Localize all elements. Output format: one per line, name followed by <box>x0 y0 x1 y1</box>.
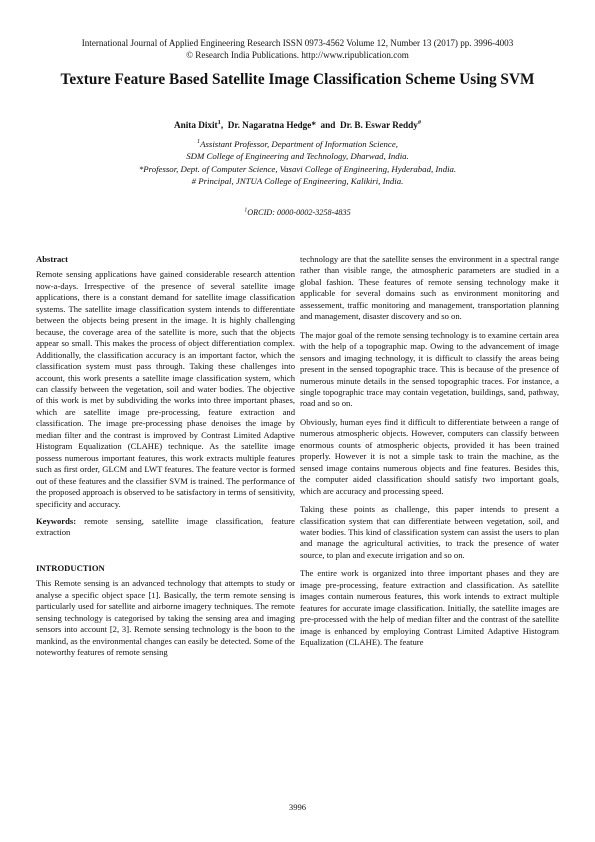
affiliation-line: *Professor, Dept. of Computer Science, Vasavi College of Engineering, Hyderabad, India. <box>138 163 457 174</box>
affiliations <box>0 138 595 188</box>
right-column <box>300 254 559 649</box>
orcid-text: ORCID: 0000-0002-3258-4835 <box>247 208 351 217</box>
affiliation-text: Assistant Professor, Department of Information Science, <box>200 139 398 149</box>
keywords-text: remote sensing, satellite image classification, feature extraction <box>36 515 295 538</box>
author-name: Dr. B. Eswar Reddy <box>339 120 418 130</box>
paper-title: Texture Feature Based Satellite Image Classification Scheme Using SVM <box>60 71 535 88</box>
page-number: 3996 <box>288 802 307 812</box>
author-superscript: # <box>417 118 422 126</box>
body-paragraph: The major goal of the remote sensing technology is to examine certain area with the help of a topographic map. Owing to the advancement of image sensors and imaging technology, it is difficult to classify the areas being present in the sensed topographic trace. This is because of the presence of numerous minute details in the sensed topographic traces. For instance, a single topographic trace may contain vegetation, buildings, sand, pathway, road and so on. <box>300 329 559 409</box>
orcid-superscript: 1 <box>244 207 248 214</box>
publisher-line: © Research India Publications. http://www.ripublication.com <box>186 50 409 60</box>
author-name: Anita Dixit <box>173 120 218 130</box>
abstract-body: Remote sensing applications have gained considerable research attention now-a-days. Irrespective of the presence of several satellite image applications, there is a constant demand for satellite image classification systems. The satellite image classification system intends to differentiate between the objects being present in the image. It is highly challenging because, the coverage area of the satellite is more, such that the objects appear so small. This makes the process of object differentiation complex. Additionally, the classification accuracy is an important factor, which the classification system must pass through. Taking these challenges into account, this work presents a satellite image classification system, which can classify between the vegetation, soil and water bodies. The objective of this work is met by subdividing the works into three important phases, which are satellite image pre-processing, feature extraction and classification. The image pre-processing phase denoises the image by median filter and the contrast is improved by Contrast Limited Adaptive Histogram Equalization (CLAHE) technique. As the satellite image possess numerous important features, this work extracts multiple features such as first order, GLCM and LWT features. The feature vector is formed out of these features and the classifier SVM is trained. The performance of the proposed approach is observed to be satisfactory in terms of sensitivity, specificity and accuracy. <box>36 269 295 509</box>
journal-citation: International Journal of Applied Engineering Research ISSN 0973-4562 Volume 12, Number 13 (2017) pp. 3996-4003 <box>81 38 514 48</box>
author-superscript: 1 <box>217 118 221 126</box>
orcid-line <box>0 207 595 219</box>
journal-header <box>0 37 595 61</box>
affiliation-line <box>0 138 595 150</box>
introduction-heading: INTRODUCTION <box>36 562 105 573</box>
body-paragraph: technology are that the satellite senses the environment in a spectral range rather than visible range, the atmospheric parameters are studied in a global fashion. These features of remote sensing technology make it applicable for several domains such as environment monitoring and assessement, traffic monitoring and management, transportation planning and management, disaster discovery and so on. <box>300 254 559 322</box>
author-name: Dr. Nagaratna Hedge* <box>227 120 316 130</box>
abstract-heading: Abstract <box>36 254 68 264</box>
keywords-label: Keywords: <box>36 515 77 526</box>
body-paragraph: Obviously, human eyes find it difficult to differentiate between a range of numerous atmospheric objects. However, computers can classify between enormous counts of atmospheric objects, provided it has been trained properly. However it is not a simple task to train the machine, as the sensed image contains numerous objects and fine features. Besides this, the computer aided classification should satisfy two important goals, which are accuracy and processing speed. <box>300 416 559 496</box>
affiliation-line: SDM College of Engineering and Technology, Dharwad, India. <box>186 151 409 162</box>
affiliation-superscript: 1 <box>197 139 201 146</box>
left-column <box>36 254 295 659</box>
keywords-line <box>36 516 295 539</box>
author-separator: and <box>315 120 340 130</box>
author-separator: , <box>220 120 228 130</box>
body-paragraph: The entire work is organized into three important phases and they are image pre-processing, feature extraction and classification. As satellite images contain numerous features, this work intends to extract multiple features for accurate image classification. Initially, the satellite images are pre-processed with the help of median filter and the contrast of the satellite image is enhanced by employing Contrast Limited Adaptive Histogram Equalization (CLAHE). The feature <box>300 568 559 648</box>
affiliation-line: # Principal, JNTUA College of Engineering, Kalikiri, India. <box>191 176 404 187</box>
body-paragraph: Taking these points as challenge, this paper intends to present a classification system that can differentiate between vegetation, soil, and water bodies. This kind of classification system can assist the users to plan and manage the agricultural activities, to track the presence of water source, to plan and execute irrigation and so on. <box>300 504 559 560</box>
author-list <box>0 119 595 131</box>
intro-paragraph: This Remote sensing is an advanced technology that attempts to study or analyse a specific object space [1]. Basically, the term remote sensing is particularly used for satellite and airborne imagery techniques. The remote sensing technology is categorised by taking the sensing area and imaging sensors into account [2, 3]. Remote sensing technology is the boon to the mankind, as the environmental changes can easily be detected. Some of the noteworthy features of remote sensing <box>36 578 295 658</box>
